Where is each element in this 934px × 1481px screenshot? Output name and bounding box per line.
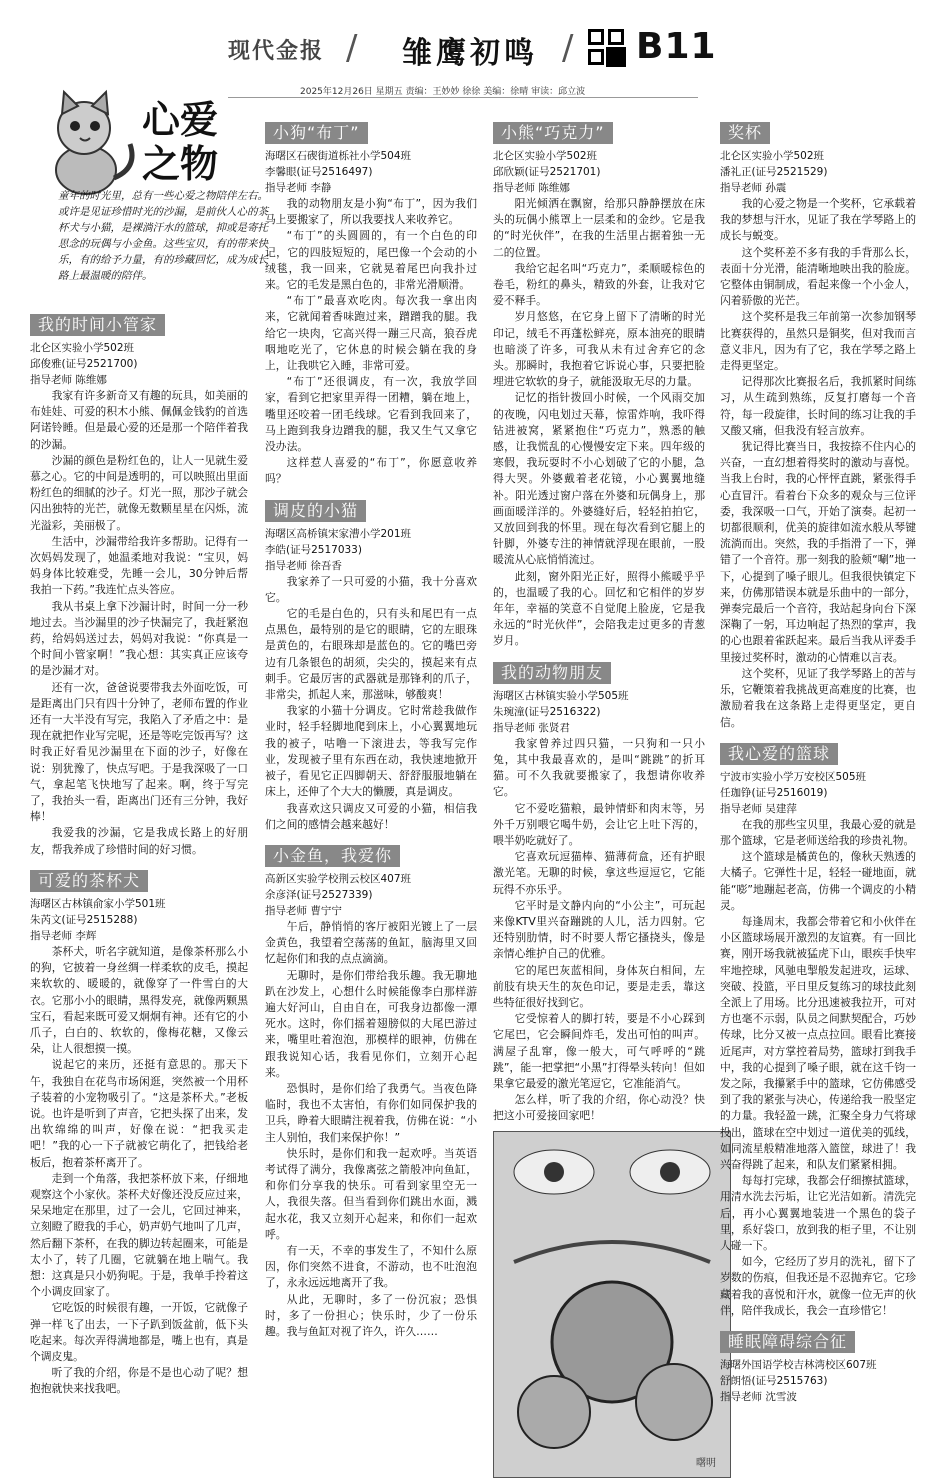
article-school: 海曙区古林镇俞家小学501班: [30, 897, 166, 910]
divider-slash: /: [346, 28, 358, 68]
article: [265, 498, 477, 833]
article-body: [265, 919, 477, 1340]
article: [30, 312, 248, 858]
article-paragraph: 我从书桌上拿下沙漏计时，时间一分一秒地过去。当沙漏里的沙子快漏完了，我赶紧泡药，给妈妈送过去，妈妈对我说：“你真是一个时间小管家啊！”我心想：其实真正应该夸的是沙漏才对。: [30, 599, 248, 678]
article-paragraph: 有一天，不幸的事发生了，不知什么原因，你们突然不进食，不游动，也不吐泡泡了，永永远远地离开了我。: [265, 1243, 477, 1290]
article-paragraph: 无聊时，是你们带给我乐趣。我无聊地趴在沙发上，心想什么时候能像李白那样游遍大好河山，自由自在，可我身边都像一潭死水。这时，你们摇着翅膀似的大尾巴游过来，嘴里吐着泡泡，那模样的眼神，仿佛在跟我说知心话，我看见你们，立刻开心起来。: [265, 968, 477, 1079]
cat-illustration-icon: [34, 88, 144, 198]
article-paragraph: 它的尾巴灰蓝相间，身体灰白相间，左前肢有块天生的灰色印记，要是走丢，靠这些特征很好找到它。: [493, 963, 705, 1009]
article-school: 海曙区石碶街道栎社小学504班: [265, 150, 412, 162]
article-author: 余彦泽(证号2527339): [265, 888, 373, 901]
article-paragraph: 这个奖杯是我三年前第一次参加钢琴比赛获得的，虽然只是铜奖，但对我而言意义非凡，因为有了它，我在学琴之路上走得更坚定。: [720, 310, 916, 373]
article-title: 我心爱的篮球: [720, 743, 838, 765]
article-teacher: 指导老师 孙震: [720, 182, 787, 194]
page-number: B11: [636, 26, 717, 67]
article: [720, 1329, 916, 1405]
article-paragraph: 岁月悠悠，在它身上留下了清晰的时光印记，绒毛不再蓬松鲜亮，原本油亮的眼睛也暗淡了许多，可我从未有过舍弃它的念头。那瞬时，我抱着它诉说心事，只要把脸埋进它软软的身子，就能汲取无尽的力量。: [493, 310, 705, 389]
article-teacher: 指导老师 沈雪波: [720, 1391, 797, 1403]
article-title: 我的时间小管家: [30, 314, 165, 336]
article: [265, 120, 477, 488]
article-body: [30, 388, 248, 858]
qr-code-icon: [586, 27, 626, 67]
article-paragraph: 走到一个角落，我把茶杯放下来，仔细地观察这个小家伙。茶杯犬好像还没反应过来，呆呆地定在那里，过了一会儿，它回过神来，立刻瞪了瞪我的手心，奶声奶气地叫了几声，然后翻下茶杯，在我的脚边转起圈来，可能是太小了，转了几圈，它就躺在地上喘气。我想：这真是只小奶狗呢。于是，我单手拎着这个小调皮回家了。: [30, 1171, 248, 1299]
article-title: 小金鱼，我爱你: [265, 845, 400, 867]
article-teacher: 指导老师 陈维娜: [30, 374, 107, 386]
column-4: [720, 120, 916, 1465]
article-paragraph: 快乐时，是你们和我一起欢呼。当英语考试得了满分，我像离弦之箭般冲向鱼缸，和你们分享我的快乐。可看到家里空无一人，我很失落。但当看到你们跳出水面，溅起水花，我又立刻开心起来，和你们一起欢呼。: [265, 1146, 477, 1241]
article-teacher: 指导老师 李辉: [30, 929, 97, 942]
article-paragraph: 犹记得比赛当日，我按捺不住内心的兴奋，一直幻想着得奖时的激动与喜悦。当我上台时，我的心怦怦直跳，紧张得手心直冒汗。看着台下众多的观众与三位评委，我深吸一口气，开始了演奏。起初一切都很顺利，优美的旋律如流水般从琴键流淌而出。突然，我的手指滑了一下，弹错了一个音符。那一刻我的脸颊“唰”地一下，心提到了嗓子眼儿。但我很快镇定下来，仿佛那错误本就是乐曲中的一部分，弹奏完最后一个音符，我站起身向台下深深鞠了一躬，耳边响起了热烈的掌声，我的心也跟着雀跃起来。最后当我从评委手里接过奖杯时，激动的心情难以言表。: [720, 440, 916, 664]
section-title: 雏鹰初鸣: [402, 36, 538, 71]
article-school: 高新区实验学校荆云校区407班: [265, 872, 412, 885]
paper-name: 现代金报: [228, 39, 325, 64]
article-author: 舒朗悟(证号2515763): [720, 1375, 828, 1387]
article-paragraph: 记得那次比赛报名后，我抓紧时间练习，从生疏到熟练，反复打磨每一个音符，每一段旋律，长时间的练习让我的手又酸又痛，但我没有轻言放弃。: [720, 375, 916, 437]
article-teacher: 指导老师 陈维娜: [493, 182, 570, 194]
article-title: 小狗“布丁”: [265, 122, 368, 144]
student-drawing: [493, 1131, 731, 1478]
article-paragraph: 它吃饭的时候很有趣，一开饭，它就像子弹一样飞了出去，一下子趴到饭盆前，低下头吃起来。每次弄得满地都是，嘴上也有，真是个调皮鬼。: [30, 1301, 248, 1363]
article-teacher: 指导老师 徐吾香: [265, 559, 342, 572]
article: [30, 868, 248, 1398]
article-paragraph: 恐惧时，是你们给了我勇气。当夜色降临时，我也不太害怕，有你们如同保护我的卫兵，睁着大眼睛注视着我，仿佛在说：“小主人别怕，我们来保护你！”: [265, 1081, 477, 1144]
article-title: 睡眠障碍综合征: [720, 1331, 855, 1353]
article-paragraph: 还有一次，爸爸说要带我去外面吃饭，可是距离出门只有四十分钟了，老师布置的作业还有一大半没有写完，我陷入了矛盾之中：是现在就把作业写完呢，还是等吃完饭再写？这时我正好看见沙漏里在下面的沙子，好像在说：别犹豫了，快点写吧。于是我深吸了一口气，拿起笔飞快地写了起来。啊，终于写完了，我抬头一看，距离出门还有三分钟，我好棒！: [30, 680, 248, 824]
article-author: 朱芮文(证号2515288): [30, 913, 138, 926]
article-paragraph: 怎么样，听了我的介绍，你心动没？快把这小可爱接回家吧！: [493, 1093, 705, 1123]
article-author: 李馨眼(证号2516497): [265, 166, 373, 178]
article: [493, 660, 716, 1478]
article-paragraph: 我的动物朋友是小狗“布丁”，因为我们马上要搬家了，所以我要找人来收养它。: [265, 197, 477, 227]
article-paragraph: 我家的小猫十分调皮。它时常趁我做作业时，轻手轻脚地爬到床上，小心翼翼地玩我的被子，咕噜一下滚进去，等我写完作业，发现被子里有东西在动，我快速地掀开被子，看见它正四脚朝天、舒舒服服地躺在床上，还伸了个大大的懒腰，真是调皮。: [265, 704, 477, 799]
article-title: 小熊“巧克力”: [493, 122, 613, 144]
article-title: 奖杯: [720, 122, 770, 144]
article-author: 邱欣颖(证号2521701): [493, 166, 601, 178]
article-paragraph: 我喜欢这只调皮又可爱的小猫，相信我们之间的感情会越来越好！: [265, 801, 477, 831]
article-paragraph: 阳光倾洒在飘窗，给那只静静摆放在床头的玩偶小熊罩上一层柔和的金纱。它是我的“时光伙伴”，在我的生活里占据着独一无二的位置。: [493, 197, 705, 259]
article-paragraph: 每每打完球，我都会仔细擦拭篮球，用清水洗去污垢，让它光洁如新。清洗完后，再小心翼翼地装进一个黑色的袋子里，系好袋口，放到我的柜子里，不让别人碰一下。: [720, 1174, 916, 1252]
divider-slash: /: [562, 28, 574, 68]
masthead: [0, 0, 934, 97]
article-paragraph: 生活中，沙漏带给我许多帮助。记得有一次妈妈发现了，她温柔地对我说：“宝贝，妈妈身体比较难受，先睡一会儿，30分钟后帮我拍一下药。”我连忙点头答应。: [30, 534, 248, 597]
drawing-illustration-icon: [494, 1132, 730, 1477]
article-body: [30, 944, 248, 1398]
article-paragraph: 在我的那些宝贝里，我最心爱的就是那个篮球，它是老师送给我的珍贵礼物。: [720, 817, 916, 847]
article-paragraph: 记忆的指针拨回小时候，一个风雨交加的夜晚，闪电划过天幕，惊雷炸响，我吓得钻进被窝，紧紧抱住“巧克力”，熟悉的触感，让我慌乱的心慢慢安定下来。四年级的寒假，我玩耍时不小心划破了它的小腿，急得大哭。外婆戴着老花镜，小心翼翼地缝补。阳光透过窗户落在外婆和玩偶身上，那画面暖洋洋的。外婆缝好后，轻轻拍拍它，又放回到我的怀里。现在每次看到它腿上的针脚，外婆专注的神情就浮现在眼前，一股暖流从心底悄悄流过。: [493, 391, 705, 567]
article-paragraph: 此刻，窗外阳光正好，照得小熊暖乎乎的，也温暖了我的心。回忆和它相伴的岁岁年年，幸福的笑意不自觉爬上脸庞，它是我永远的“时光伙伴”，会陪我走过更多的青葱岁月。: [493, 569, 705, 648]
article-paragraph: 我的心爱之物是一个奖杯，它承载着我的梦想与汗水，见证了我在学琴路上的成长与蜕变。: [720, 197, 916, 243]
article-paragraph: 它喜欢玩逗猫棒、猫薄荷盒，还有护眼激光笔。无聊的时候，拿这些逗逗它，它能玩得不亦乐乎。: [493, 850, 705, 896]
article-paragraph: 我家有许多新奇又有趣的玩具，如美丽的布娃娃、可爱的积木小熊、佩佩金钱豹的首选阿诺铃睡。但是最心爱的还是那一个陪伴着我的沙漏。: [30, 389, 248, 451]
article-body: [265, 574, 477, 833]
column-3: [493, 120, 716, 1469]
article-paragraph: 从此，无聊时，多了一份沉寂；恐惧时，多了一份担心；快乐时，少了一份乐趣。我与鱼缸对视了许久，许久……: [265, 1292, 477, 1338]
dateline: 2025年12月26日 星期五 责编：王妙妙 徐徐 美编：徐晴 审读：邱立波: [300, 87, 586, 97]
drawing-signature: 曙明: [696, 1457, 716, 1469]
article-school: 北仑区实验小学502班: [30, 342, 135, 354]
article-body: [720, 196, 916, 731]
article-paragraph: 听了我的介绍，你是不是也心动了呢？想抱抱就快来找我吧。: [30, 1366, 248, 1396]
article-paragraph: 我给它起名叫“巧克力”，柔顺暖棕色的卷毛，粉红的鼻头，精致的外套，让我对它爱不释手。: [493, 261, 705, 308]
article-body: [265, 196, 477, 488]
article-teacher: 指导老师 李静: [265, 182, 332, 194]
article-school: 海曙外国语学校吉林湾校区607班: [720, 1359, 877, 1371]
article-paragraph: 这个奖杯差不多有我的手背那么长，表面十分光滑，能清晰地映出我的脸庞。它整体由铜制成，看起来像一个小金人，闪着骄傲的光芒。: [720, 245, 916, 308]
article-paragraph: “布丁”最喜欢吃肉。每次我一拿出肉来，它就闻着香味跑过来，蹭蹭我的腿。我给它一块肉，它高兴得一蹦三尺高，狼吞虎咽地吃光了，它休息的时候会躺在我的身上，让我哄它入睡，非常可爱。: [265, 294, 477, 373]
article-author: 邱俊雅(证号2521700): [30, 358, 138, 370]
article-teacher: 指导老师 曹宁宁: [265, 904, 342, 917]
article-school: 北仑区实验小学502班: [493, 150, 598, 162]
article-paragraph: 它受惊着人的脚打转，要是不小心踩到它尾巴，它会瞬间炸毛，发出可怕的叫声。满屋子乱窜，像一般大，可气呼呼的“跳跳”，能一把掌把“小黑”打得晕头转向！但如果拿它最爱的激光笔逗它，它准能消气。: [493, 1012, 705, 1090]
article-author: 潘礼正(证号2521529): [720, 166, 828, 178]
article: [265, 843, 477, 1340]
article-author: 任珈铮(证号2516019): [720, 786, 828, 799]
article-paragraph: 说起它的来历，还挺有意思的。那天下午，我独自在花鸟市场闲逛，突然被一个用杯子装着的小宠物吸引了。“这是茶杯犬。”老板说。也许是听到了声音，它把头探了出来，发出软绵绵的叫声，好像在说：“把我买走吧！”我的心一下子就被它萌化了，把钱给老板后，抱着茶杯离开了。: [30, 1058, 248, 1169]
article-paragraph: “布丁”的头圆圆的，有一个白色的印记，它的四肢短短的，尾巴像一个会动的小绒毯，我一回来，它就晃着尾巴向我扑过来。它的毛发是黑白色的，非常光滑顺滑。: [265, 229, 477, 292]
article-title: 我的动物朋友: [493, 662, 611, 684]
article-paragraph: 它不爱吃猫粮，最钟情虾和肉末等，另外千万别喂它喝牛奶，会让它上吐下泻的，喂半奶吃就好了。: [493, 801, 705, 847]
article-school: 北仑区实验小学502班: [720, 150, 825, 162]
article-body: [493, 196, 705, 650]
article-title: 可爱的茶杯犬: [30, 870, 148, 892]
article-paragraph: 这个奖杯，见证了我学琴路上的苦与乐，它鞭策着我挑战更高难度的比赛，也激励着我在这条路上走得更坚定，更自信。: [720, 666, 916, 729]
article-paragraph: 每逢周末，我都会带着它和小伙伴在小区篮球场展开激烈的友谊赛。有一回比赛，刚开场我就被猛虎下山，眼疾手快牢牢地控球，风驰电掣般发起进攻，运球、突破、投篮，平日里反复练习的球技此刻全派上了用场。比分迅速被我拉开，可对方也毫不示弱，队员之间默契配合，巧妙传球，比分又被一点点拉回。眼看比赛接近尾声，对方掌控着局势，篮球打到我手中，我的心提到了嗓子眼，就在这千钧一发之际，我攥紧手中的篮球，它仿佛感受到了我的紧张与决心，传递给我一股坚定的力量。我轻盈一跳，汇聚全身力气将球投出，篮球在空中划过一道优美的弧线，如同流星般精准地落入篮筐，球进了！我兴奋得跳了起来，和队友们紧紧相拥。: [720, 914, 916, 1171]
article-paragraph: 我家曾养过四只猫，一只狗和一只小兔，其中我最喜欢的，是叫“跳跳”的折耳猫。可不久我就要搬家了，我想请你收养它。: [493, 736, 705, 799]
article-author: 朱琬潼(证号2516322): [493, 705, 601, 718]
article-author: 李皓(证号2517033): [265, 543, 362, 556]
article-teacher: 指导老师 吴建萍: [720, 802, 797, 815]
article-paragraph: 沙漏的颜色是粉红色的，让人一见就生爱慕之心。它的中间是透明的，可以映照出里面粉红色的细腻的沙子。灯光一照，那沙子就会闪出独特的光芒，就像无数颗星星在闪烁，流光溢彩，美丽极了。: [30, 453, 248, 532]
article-paragraph: 午后，静悄悄的客厅被阳光镀上了一层金黄色，我望着空荡荡的鱼缸，脑海里又回忆起你们和我的点点滴滴。: [265, 919, 477, 966]
article-title: 调皮的小猫: [265, 500, 366, 522]
article-paragraph: “布丁”还很调皮，有一次，我放学回家，看到它把家里弄得一团糟，躺在地上，嘴里还咬着一团毛线球。它看到我回来了，马上跑到我身边蹭我的腿，我又生气又拿它没办法。: [265, 375, 477, 454]
intro-heading: 心爱之物: [142, 97, 219, 186]
article-paragraph: 它的毛是白色的，只有头和尾巴有一点点黑色，最特别的是它的眼睛，它的左眼珠是黄色的，右眼珠却是蓝色的。它的嘴巴旁边有几条银色的胡须，尖尖的，摸起来有点刺手。它最厉害的武器就是那锋利的爪子，非常尖，抓起人来，那滋味，够酸爽！: [265, 607, 477, 702]
column-2: [265, 120, 477, 1465]
article-school: 宁波市实验小学万安校区505班: [720, 770, 867, 783]
article: [720, 120, 916, 731]
article-paragraph: 如今，它经历了岁月的洗礼，留下了岁数的伤痕，但我还是不忍抛弃它。它珍藏着我的喜悦和汗水，就像一位无声的伙伴，陪伴我成长，我会一直珍惜它！: [720, 1255, 916, 1317]
column-1: [30, 312, 248, 1462]
article-paragraph: 我爱我的沙漏，它是我成长路上的好朋友，帮我养成了珍惜时间的好习惯。: [30, 826, 248, 856]
article-paragraph: 我家养了一只可爱的小猫，我十分喜欢它。: [265, 574, 477, 604]
article-paragraph: 这样惹人喜爱的“布丁”，你愿意收养吗？: [265, 456, 477, 486]
article-body: [720, 817, 916, 1319]
article-school: 海曙区高桥镇宋家漕小学201班: [265, 527, 412, 540]
article: [493, 120, 705, 650]
header-rule: [228, 97, 698, 98]
article-body: [493, 736, 705, 1125]
article-paragraph: 它平时是文静内向的“小公主”，可玩起来像KTV里兴奋蹦跳的人儿，活力四射。它还特别肋情，时不时要人帮它搔挠头，像是亲情心维护自己的优雅。: [493, 898, 705, 961]
intro-text: 童年的时光里，总有一些心爱之物陪伴左右。或许是见证珍惜时光的沙漏，是前伙人心的茶杯犬与小猫，是裸淌汗水的篮球，抑或是寄托思念的玩偶与小金鱼。这些宝贝，有的带来快乐，有的给予力量，有的珍藏回忆，成为成长路上最温暖的陪伴。: [58, 190, 268, 282]
article-school: 海曙区古林镇实验小学505班: [493, 689, 629, 702]
article-teacher: 指导老师 张贤君: [493, 721, 570, 734]
article-paragraph: 茶杯犬，听名字就知道，是像茶杯那么小的狗，它披着一身丝绸一样柔软的皮毛，摸起来软软的、暖暖的，就像穿了一件雪白的大衣。它那小小的眼睛，黑得发亮，就像两颗黑宝石，看起来既可爱又炯炯有神。还有它的小爪子，白白的、软软的，像梅花糖，又像云朵，让人很想摸一摸。: [30, 944, 248, 1056]
article-paragraph: 这个篮球是橘黄色的，像秋天熟透的大橘子。它弹性十足，轻轻一碰地面，就能“嘭”地蹦起老高，仿佛一个调皮的小精灵。: [720, 850, 916, 912]
article: [720, 741, 916, 1319]
